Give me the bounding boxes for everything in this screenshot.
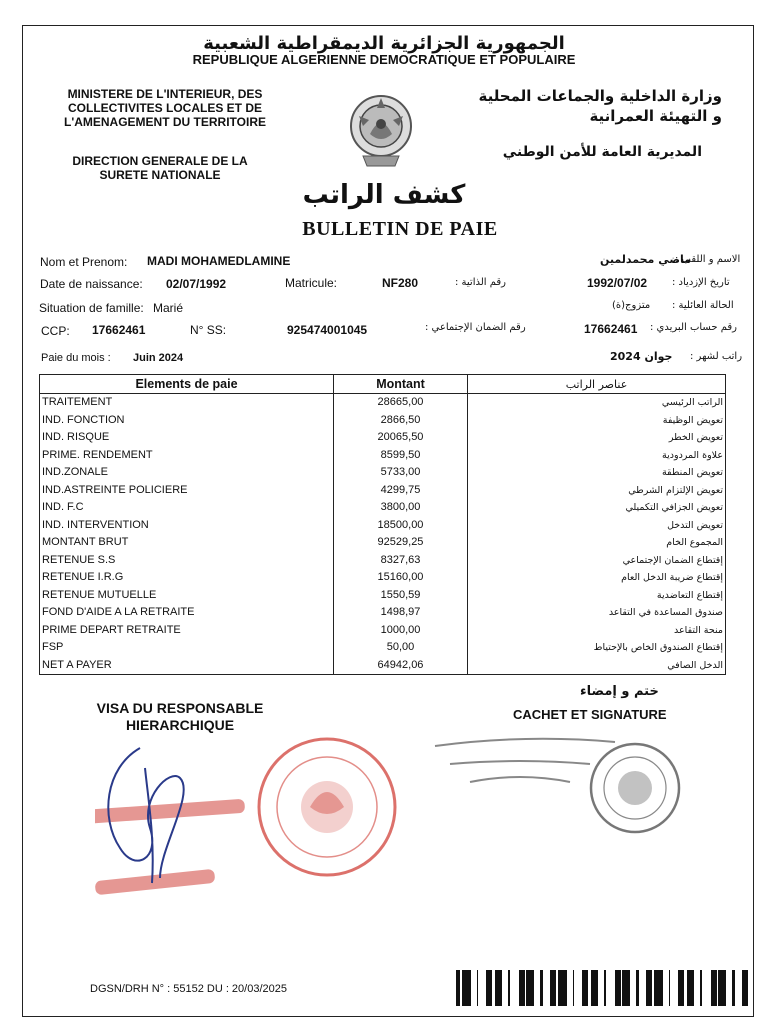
- family-value: Marié: [153, 301, 184, 315]
- table-row: [40, 447, 726, 465]
- element-label-ar: منحة التقاعد: [468, 622, 726, 640]
- element-amount: 28665,00: [334, 394, 468, 412]
- element-label-ar: إقتطاع الضمان الإجتماعي: [468, 552, 726, 570]
- birth-value-ar: 1992/07/02: [587, 276, 648, 290]
- visa-label: VISA DU RESPONSABLE HIERARCHIQUE: [96, 700, 264, 733]
- ss-value: 925474001045: [287, 323, 368, 337]
- direction-name-ar: المديرية العامة للأمن الوطني: [502, 144, 702, 160]
- element-amount: 1550,59: [334, 587, 468, 605]
- element-label: RETENUE S.S: [40, 552, 334, 570]
- name-value-ar: ماضي محمدلمين: [600, 253, 691, 266]
- ccp-label-ar: رقم حساب البريدي :: [650, 322, 737, 333]
- element-amount: 3800,00: [334, 499, 468, 517]
- element-label: FOND D'AIDE A LA RETRAITE: [40, 604, 334, 622]
- col-montant: Montant: [334, 375, 468, 394]
- table-row: [40, 622, 726, 640]
- element-label: PRIME. RENDEMENT: [40, 447, 334, 465]
- family-value-ar: متزوج(ة): [612, 300, 651, 311]
- republic-title-ar: الجمهورية الجزائرية الديمقراطية الشعبية: [203, 33, 565, 54]
- element-amount: 18500,00: [334, 517, 468, 535]
- element-label-ar: إقتطاع الصندوق الخاص بالإحتياط: [468, 639, 726, 657]
- element-label-ar: تعويض الوظيفة: [468, 412, 726, 430]
- ministry-name-ar: وزارة الداخلية والجماعات المحلية و التهيئة العمرانية: [478, 87, 722, 125]
- table-row: [40, 569, 726, 587]
- month-label: Paie du mois :: [41, 352, 111, 364]
- element-label: IND.ASTREINTE POLICIERE: [40, 482, 334, 500]
- element-amount: 8327,63: [334, 552, 468, 570]
- element-amount: 5733,00: [334, 464, 468, 482]
- signature-icon: [100, 738, 250, 888]
- name-label-ar: الاسم و اللقب :: [675, 254, 741, 265]
- element-label: NET A PAYER: [40, 657, 334, 675]
- month-label-ar: راتب لشهر :: [690, 351, 743, 362]
- table-row: [40, 394, 726, 412]
- col-elements: Elements de paie: [40, 375, 334, 394]
- element-label: PRIME DEPART RETRAITE: [40, 622, 334, 640]
- element-amount: 92529,25: [334, 534, 468, 552]
- republic-title-fr: REPUBLIQUE ALGERIENNE DEMOCRATIQUE ET POPULAIRE: [192, 52, 576, 67]
- table-row: [40, 499, 726, 517]
- document-title-ar: كشف الراتب: [302, 180, 466, 210]
- ss-label-ar: رقم الضمان الإجتماعي :: [425, 322, 526, 333]
- table-row: [40, 412, 726, 430]
- cachet-label-ar: ختم و إمضاء: [580, 684, 659, 699]
- element-label: IND.ZONALE: [40, 464, 334, 482]
- ss-label: N° SS:: [190, 323, 227, 337]
- element-label: RETENUE MUTUELLE: [40, 587, 334, 605]
- element-label: TRAITEMENT: [40, 394, 334, 412]
- element-label-ar: المجموع الخام: [468, 534, 726, 552]
- element-label-ar: الراتب الرئيسي: [468, 394, 726, 412]
- element-label-ar: تعويض التدخل: [468, 517, 726, 535]
- table-row: [40, 657, 726, 675]
- element-label: IND. FONCTION: [40, 412, 334, 430]
- pay-table: [39, 374, 726, 675]
- table-row: [40, 587, 726, 605]
- element-label-ar: إقتطاع التعاضدية: [468, 587, 726, 605]
- element-amount: 20065,50: [334, 429, 468, 447]
- matricule-label-ar: رقم الذاتية :: [455, 277, 507, 288]
- ccp-label: CCP:: [41, 324, 70, 338]
- name-label: Nom et Prenom:: [40, 255, 128, 269]
- table-row: [40, 604, 726, 622]
- table-row: [40, 482, 726, 500]
- gray-stamp-icon: [430, 728, 700, 838]
- element-amount: 1000,00: [334, 622, 468, 640]
- table-row: [40, 429, 726, 447]
- ccp-value-ar: 17662461: [584, 322, 638, 336]
- month-value-ar: جوان 2024: [610, 350, 673, 363]
- table-row: [40, 552, 726, 570]
- element-label: IND. INTERVENTION: [40, 517, 334, 535]
- element-label-ar: صندوق المساعدة في التقاعد: [468, 604, 726, 622]
- matricule-value: NF280: [382, 276, 419, 290]
- birth-value: 02/07/1992: [166, 277, 227, 291]
- element-amount: 8599,50: [334, 447, 468, 465]
- element-amount: 1498,97: [334, 604, 468, 622]
- table-row: [40, 464, 726, 482]
- table-row: [40, 534, 726, 552]
- birth-label-ar: تاريخ الإزدياد :: [672, 277, 730, 288]
- element-amount: 2866,50: [334, 412, 468, 430]
- element-amount: 50,00: [334, 639, 468, 657]
- element-label: FSP: [40, 639, 334, 657]
- document-title-fr: BULLETIN DE PAIE: [302, 218, 498, 240]
- matricule-label: Matricule:: [285, 276, 338, 290]
- reference-number: DGSN/DRH N° : 55152 DU : 20/03/2025: [90, 983, 287, 995]
- month-value: Juin 2024: [133, 352, 184, 364]
- name-value: MADI MOHAMEDLAMINE: [147, 254, 291, 268]
- element-label-ar: علاوة المردودية: [468, 447, 726, 465]
- element-label: MONTANT BRUT: [40, 534, 334, 552]
- element-label: RETENUE I.R.G: [40, 569, 334, 587]
- element-label-ar: إقتطاع ضريبة الدخل العام: [468, 569, 726, 587]
- element-label: IND. F.C: [40, 499, 334, 517]
- col-elements-ar: عناصر الراتب: [468, 375, 726, 394]
- element-label-ar: تعويض الجزافي التكميلي: [468, 499, 726, 517]
- direction-name-fr: DIRECTION GENERALE DE LA SURETE NATIONALE: [72, 154, 248, 182]
- family-label-ar: الحالة العائلية :: [672, 300, 734, 311]
- ccp-value: 17662461: [92, 323, 146, 337]
- element-label-ar: تعويض المنطقة: [468, 464, 726, 482]
- cachet-label-fr: CACHET ET SIGNATURE: [513, 707, 667, 722]
- pay-table-header: [40, 375, 726, 394]
- element-label-ar: تعويض الإلتزام الشرطي: [468, 482, 726, 500]
- table-row: [40, 517, 726, 535]
- barcode-icon: [456, 970, 752, 1006]
- ministry-name-fr: MINISTERE DE L'INTERIEUR, DES COLLECTIVITES LOCALES ET DE L'AMENAGEMENT DU TERRITOIRE: [64, 87, 266, 129]
- element-amount: 64942,06: [334, 657, 468, 675]
- element-label: IND. RISQUE: [40, 429, 334, 447]
- table-row: [40, 639, 726, 657]
- element-label-ar: الدخل الصافي: [468, 657, 726, 675]
- birth-label: Date de naissance:: [40, 277, 143, 291]
- family-label: Situation de famille:: [39, 301, 144, 315]
- national-emblem-icon: [345, 86, 417, 174]
- element-amount: 4299,75: [334, 482, 468, 500]
- element-amount: 15160,00: [334, 569, 468, 587]
- element-label-ar: تعويض الخطر: [468, 429, 726, 447]
